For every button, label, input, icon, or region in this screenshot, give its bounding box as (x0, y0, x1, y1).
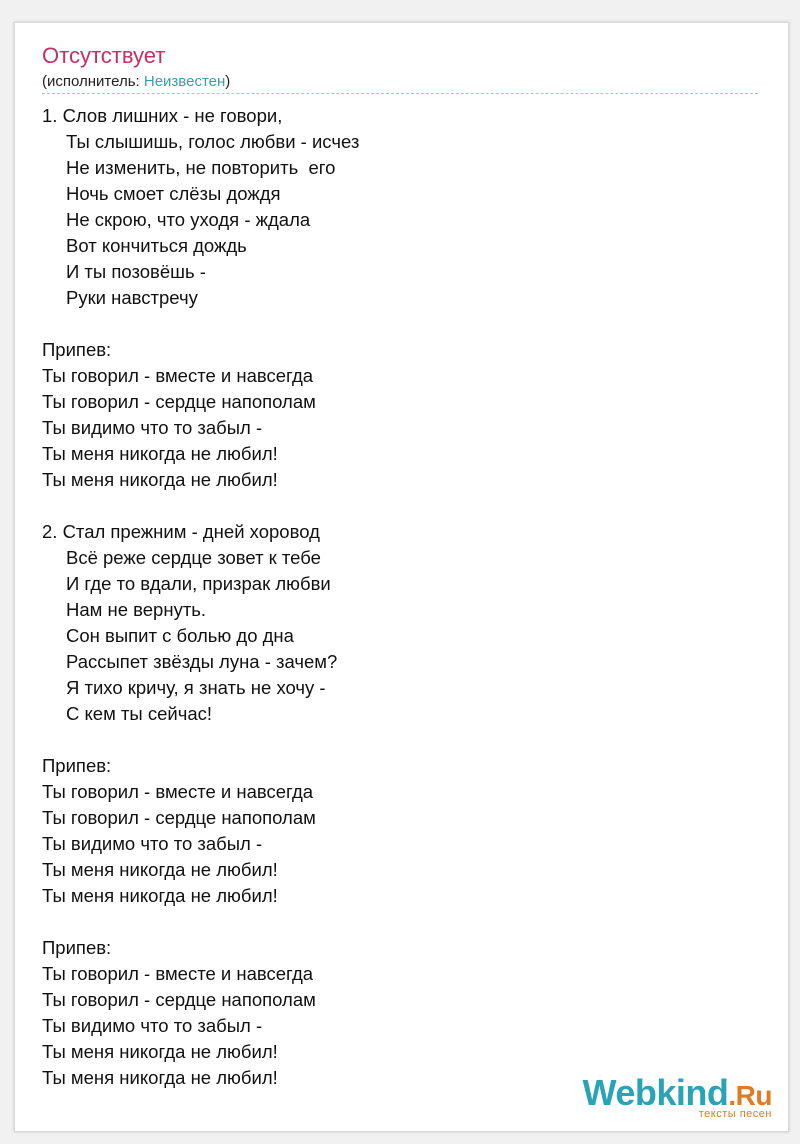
lyrics-line: Ты видимо что то забыл - (42, 417, 263, 438)
lyrics-line: Ты меня никогда не любил! (42, 859, 278, 880)
logo-main-text: Webkind (582, 1072, 729, 1113)
lyrics-blank-line (42, 311, 359, 337)
lyrics-line: Ночь смоет слёзы дождя (66, 183, 281, 204)
artist-line (42, 72, 230, 92)
lyrics-body (42, 103, 359, 1091)
song-title: Отсутствует (42, 43, 166, 68)
artist-suffix: ) (225, 73, 231, 90)
lyrics-line: Всё реже сердце зовет к тебе (66, 547, 321, 568)
lyrics-line: Не скрою, что уходя - ждала (66, 209, 311, 230)
lyrics-blank-line (42, 909, 359, 935)
lyrics-line: 2. Стал прежним - дней хоровод (42, 521, 320, 542)
lyrics-line: Я тихо кричу, я знать не хочу - (66, 677, 326, 698)
lyrics-line: Ты говорил - сердце напополам (42, 391, 316, 412)
lyrics-line: Руки навстречу (66, 287, 198, 308)
lyrics-line: Ты меня никогда не любил! (42, 1041, 278, 1062)
lyrics-line: Припев: (42, 755, 112, 776)
lyrics-line: Вот кончиться дождь (66, 235, 247, 256)
lyrics-line: С кем ты сейчас! (66, 703, 213, 724)
artist-link[interactable]: Неизвестен (143, 73, 226, 90)
lyrics-line: Ты говорил - вместе и навсегда (42, 365, 314, 386)
lyrics-line: Припев: (42, 937, 112, 958)
lyrics-line: Припев: (42, 339, 112, 360)
artist-prefix: (исполнитель: (42, 73, 144, 90)
lyrics-line: Ты говорил - вместе и навсегда (42, 781, 314, 802)
lyrics-blank-line (42, 727, 359, 753)
lyrics-line: 1. Слов лишних - не говори, (42, 105, 283, 126)
logo-subtitle: тексты песен (698, 1108, 772, 1120)
lyrics-line: Сон выпит с болью до дна (66, 625, 294, 646)
lyrics-line: Не изменить, не повторить его (66, 157, 336, 178)
lyrics-line: Нам не вернуть. (66, 599, 207, 620)
lyrics-line: И где то вдали, призрак любви (66, 573, 331, 594)
lyrics-line: Ты меня никогда не любил! (42, 885, 278, 906)
lyrics-line: Ты видимо что то забыл - (42, 1015, 263, 1036)
logo-tld-text: .Ru (728, 1080, 772, 1111)
dashed-divider (42, 93, 758, 94)
lyrics-line: Ты меня никогда не любил! (42, 469, 278, 490)
lyrics-line: И ты позовёшь - (66, 261, 206, 282)
lyrics-line: Ты видимо что то забыл - (42, 833, 263, 854)
lyrics-line: Ты говорил - вместе и навсегда (42, 963, 314, 984)
lyrics-line: Ты говорил - сердце напополам (42, 989, 316, 1010)
lyrics-line: Ты говорил - сердце напополам (42, 807, 316, 828)
lyrics-line: Ты слышишь, голос любви - исчез (66, 131, 360, 152)
lyrics-line: Ты меня никогда не любил! (42, 443, 278, 464)
lyrics-line: Ты меня никогда не любил! (42, 1067, 278, 1088)
lyrics-blank-line (42, 493, 359, 519)
lyrics-line: Рассыпет звёзды луна - зачем? (66, 651, 338, 672)
